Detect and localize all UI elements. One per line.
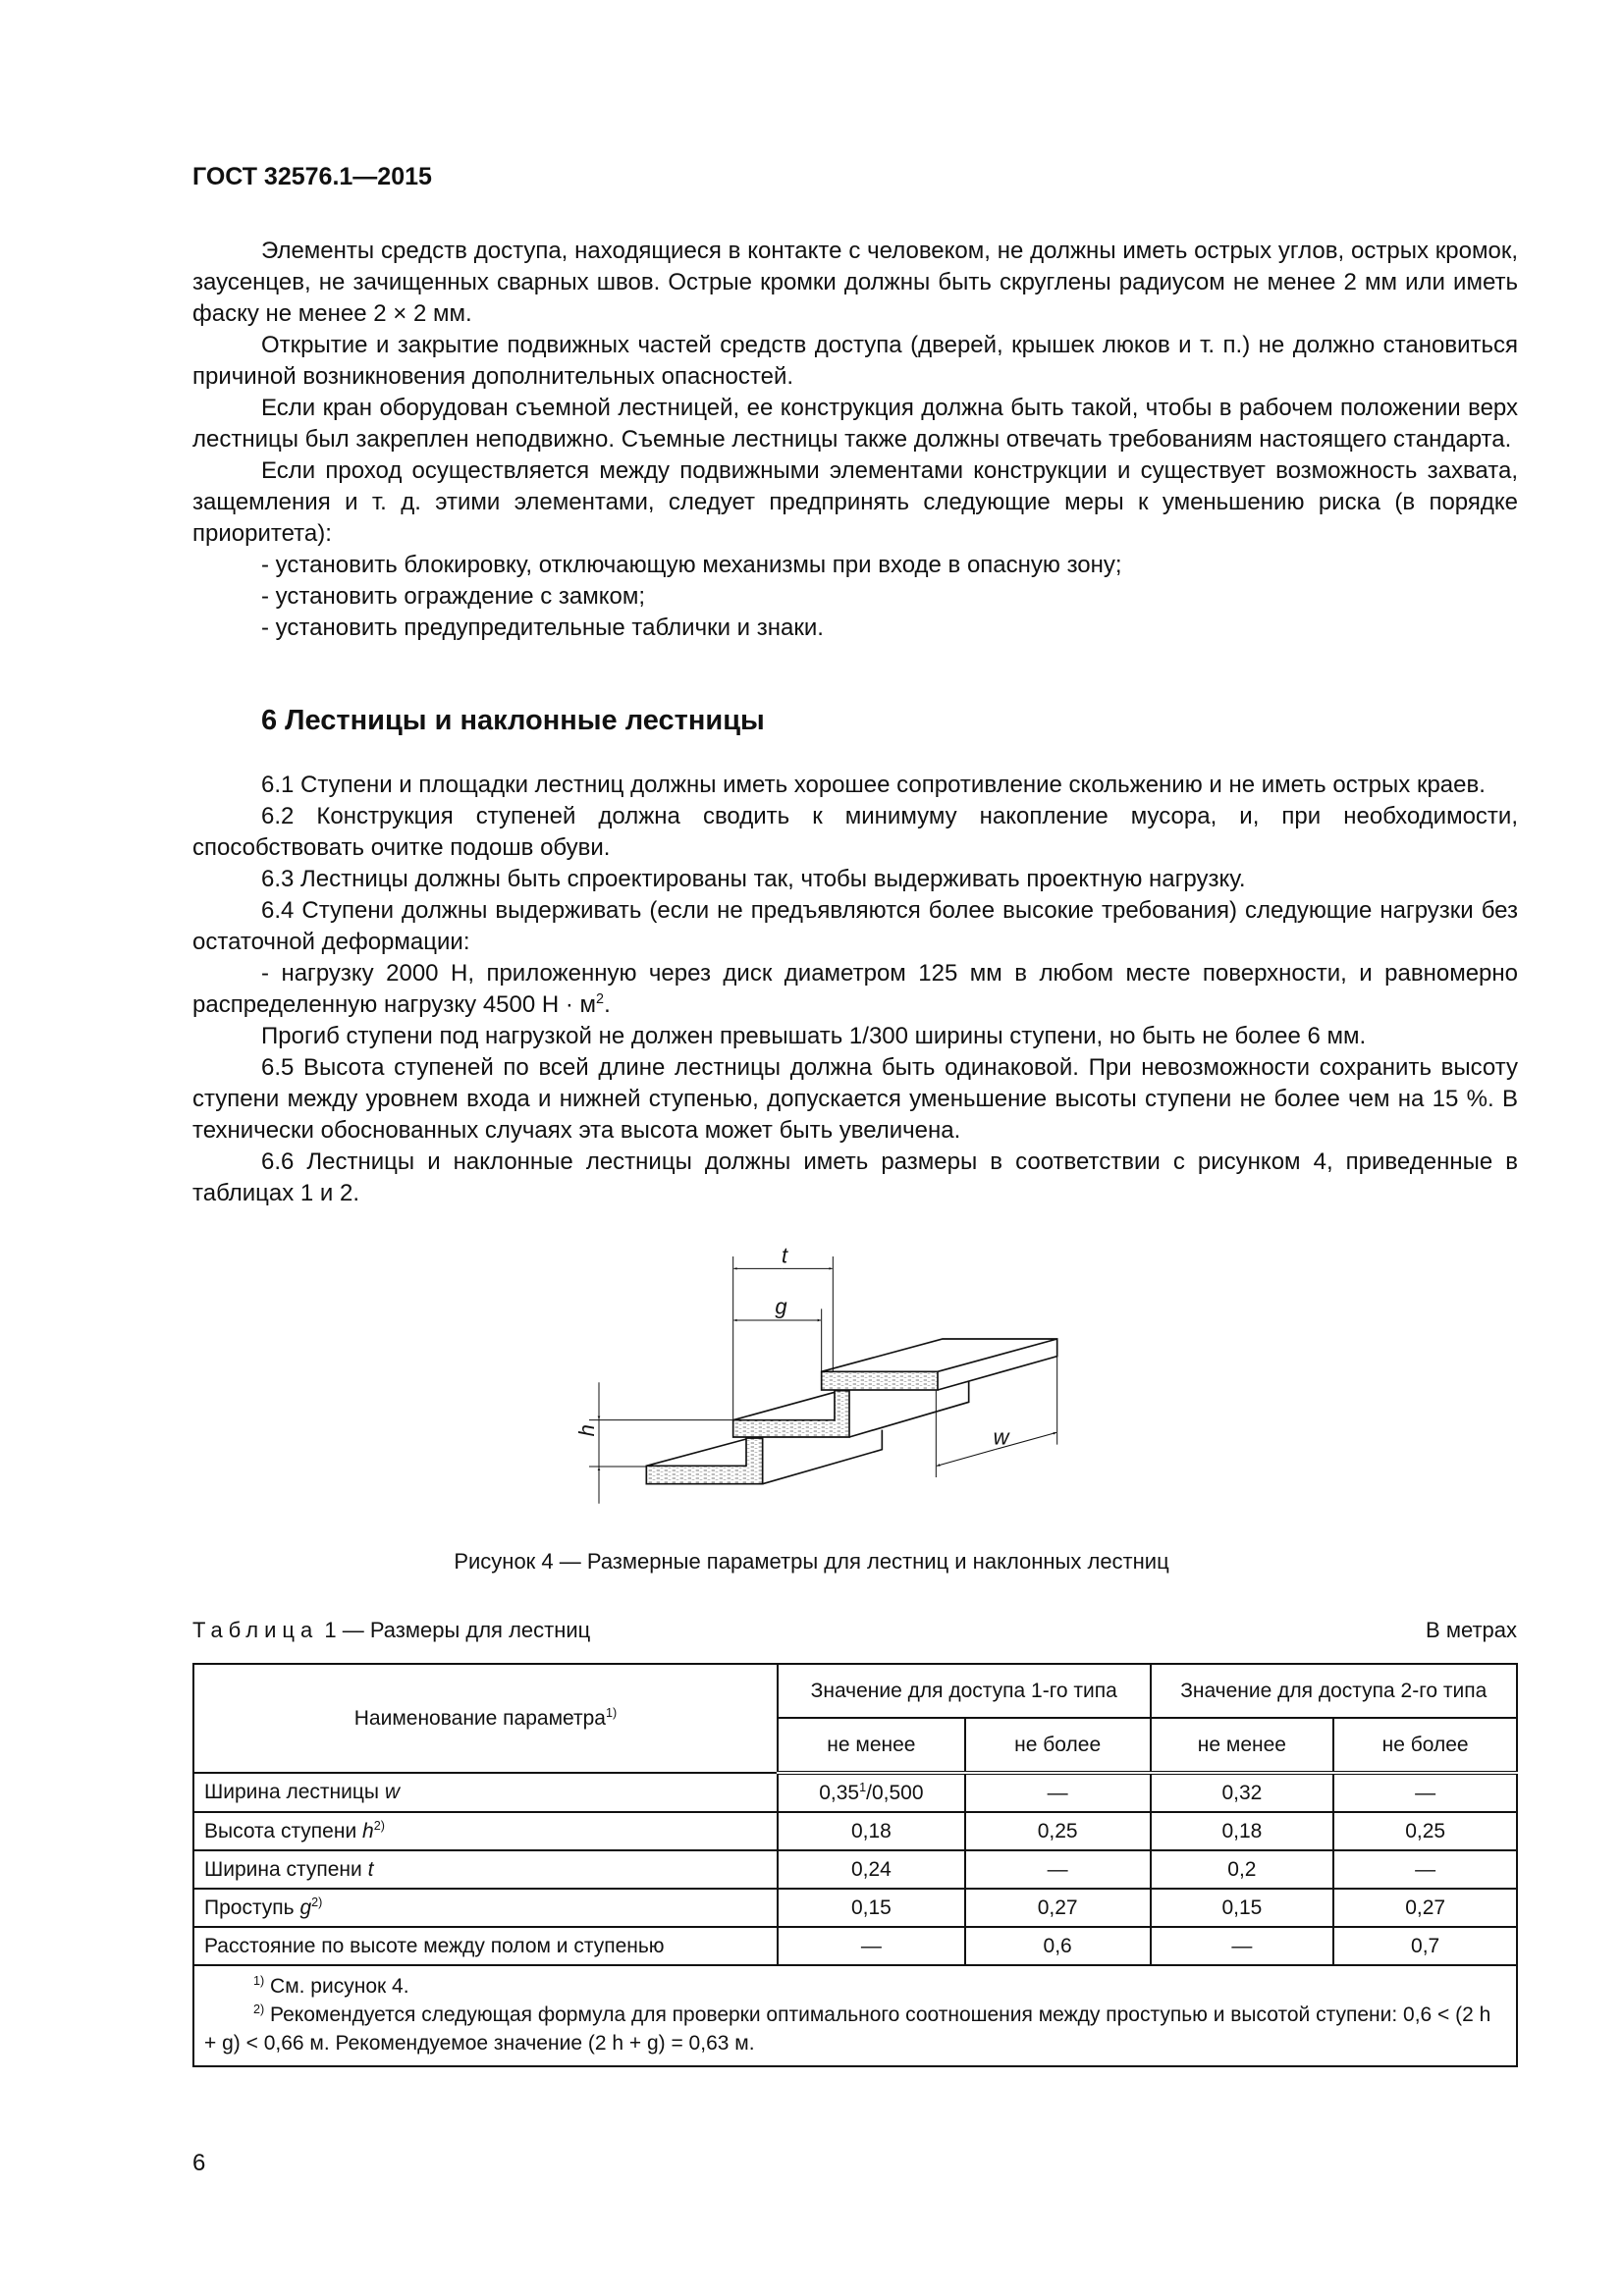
list-item bbox=[192, 958, 1518, 1021]
list-item: - установить блокировку, отключающую механизмы при входе в опасную зону; bbox=[261, 552, 1122, 578]
param-text: Высота ступени bbox=[204, 1819, 363, 1842]
param-name bbox=[193, 1812, 778, 1850]
footnote-ref: 1 bbox=[859, 1780, 867, 1794]
footnote-ref: 2) bbox=[373, 1818, 385, 1833]
label-w: w bbox=[993, 1424, 1009, 1450]
group-header-type1: Значение для доступа 1-го типа bbox=[778, 1664, 1151, 1718]
cell: 0,2 bbox=[1151, 1850, 1334, 1889]
cell: 0,27 bbox=[1333, 1889, 1517, 1927]
cell: 0,18 bbox=[778, 1812, 965, 1850]
param-header bbox=[193, 1664, 778, 1773]
footnote-ref: 2) bbox=[311, 1895, 323, 1909]
list-item: - установить ограждение с замком; bbox=[261, 583, 646, 610]
footnote-mark: 2) bbox=[253, 2002, 265, 2016]
sub-header: не более bbox=[965, 1718, 1151, 1773]
table-row bbox=[193, 1889, 1517, 1927]
param-text: Ширина ступени bbox=[204, 1857, 368, 1881]
cell: 0,7 bbox=[1333, 1927, 1517, 1965]
figure-caption: Рисунок 4 — Размерные параметры для лестниц и наклонных лестниц bbox=[454, 1549, 1169, 1574]
footnote-text: См. рисунок 4. bbox=[264, 1975, 409, 1998]
cell: 0,27 bbox=[965, 1889, 1151, 1927]
section-heading: 6 Лестницы и наклонные лестницы bbox=[261, 705, 765, 736]
param-var: w bbox=[384, 1781, 401, 1803]
step-top bbox=[822, 1371, 938, 1390]
cell-value: 0,35 bbox=[819, 1781, 860, 1804]
cell: — bbox=[1333, 1850, 1517, 1889]
table-row bbox=[193, 1850, 1517, 1889]
page-number: 6 bbox=[192, 2150, 206, 2176]
paragraph: 6.5 Высота ступеней по всей длине лестницы должна быть одинаковой. При невозможности сохранить высоту ступени между уровнем входа и нижней ступенью, допускается уменьшение высоты ступени не более чем на 15 %. В технически обоснованных случаях эта высота может быть увеличена. bbox=[192, 1054, 1518, 1144]
cell: 0,15 bbox=[778, 1889, 965, 1927]
footnote-1 bbox=[204, 1972, 1502, 2001]
group-header-type2: Значение для доступа 2-го типа bbox=[1151, 1664, 1517, 1718]
cell: 0,25 bbox=[1333, 1812, 1517, 1850]
table-title-prefix: Таблица bbox=[192, 1618, 319, 1642]
table-title bbox=[192, 1618, 590, 1643]
paragraph: 6.6 Лестницы и наклонные лестницы должны иметь размеры в соответствии с рисунком 4, приведенные в таблицах 1 и 2. bbox=[192, 1148, 1518, 1206]
param-header-text: Наименование параметра bbox=[353, 1706, 606, 1730]
cell: — bbox=[965, 1850, 1151, 1889]
sub-header: не менее bbox=[778, 1718, 965, 1773]
paragraph: Прогиб ступени под нагрузкой не должен превышать 1/300 ширины ступени, но быть не более 6 мм. bbox=[261, 1023, 1367, 1049]
paragraph: 6.3 Лестницы должны быть спроектированы так, чтобы выдерживать проектную нагрузку. bbox=[261, 866, 1246, 892]
param-name bbox=[193, 1889, 778, 1927]
cell: 0,24 bbox=[778, 1850, 965, 1889]
paragraph: Если проход осуществляется между подвижными элементами конструкции и существует возможность захвата, защемления и т. д. этими элементами, следует предпринять следующие меры к уменьшению риска (в порядке приоритета): bbox=[192, 457, 1518, 547]
cell bbox=[778, 1773, 965, 1812]
label-g: g bbox=[775, 1294, 787, 1319]
param-var: g bbox=[299, 1896, 312, 1919]
cell: — bbox=[1151, 1927, 1334, 1965]
table-row bbox=[193, 1812, 1517, 1850]
document-header: ГОСТ 32576.1—2015 bbox=[192, 163, 432, 190]
paragraph: 6.4 Ступени должны выдерживать (если не предъявляются более высокие требования) следующие нагрузки без остаточной деформации: bbox=[192, 897, 1518, 955]
footnote-mark: 1) bbox=[253, 1974, 265, 1988]
param-name bbox=[193, 1773, 778, 1812]
label-h: h bbox=[574, 1424, 599, 1437]
list-item: - установить предупредительные таблички и знаки. bbox=[261, 614, 824, 641]
label-t: t bbox=[782, 1243, 788, 1268]
superscript: 2 bbox=[596, 991, 605, 1007]
sub-header: не более bbox=[1333, 1718, 1517, 1773]
param-text: Проступь bbox=[204, 1896, 300, 1919]
stairs-dimensions-table bbox=[192, 1663, 1518, 2067]
load-text: - нагрузку 2000 Н, приложенную через диск диаметром 125 мм в любом месте поверхности, и равномерно распределенную нагрузку 4500 Н · м bbox=[192, 960, 1518, 1018]
stair-back-edges bbox=[646, 1339, 1056, 1484]
intro-text bbox=[192, 236, 1518, 644]
table-title-text: 1 — Размеры для лестниц bbox=[318, 1618, 591, 1642]
cell: — bbox=[965, 1773, 1151, 1812]
param-text: Ширина лестницы bbox=[204, 1781, 385, 1803]
table-notes-row bbox=[193, 1965, 1517, 2066]
period: . bbox=[604, 991, 611, 1018]
section-6-text bbox=[192, 770, 1518, 1209]
cell: — bbox=[1333, 1773, 1517, 1812]
footnote-2 bbox=[204, 2001, 1502, 2057]
footnote-ref: 1) bbox=[605, 1705, 618, 1720]
sub-header: не менее bbox=[1151, 1718, 1334, 1773]
table-row bbox=[193, 1773, 1517, 1812]
cell: 0,25 bbox=[965, 1812, 1151, 1850]
cell: 0,32 bbox=[1151, 1773, 1334, 1812]
cell: 0,18 bbox=[1151, 1812, 1334, 1850]
table-notes bbox=[193, 1965, 1517, 2066]
step-middle bbox=[733, 1391, 849, 1437]
cell-value-rest: /0,500 bbox=[866, 1781, 924, 1804]
stair-dimension-figure bbox=[569, 1237, 1076, 1531]
paragraph: 6.1 Ступени и площадки лестниц должны иметь хорошее сопротивление скольжению и не иметь острых краев. bbox=[261, 772, 1486, 798]
cell: 0,6 bbox=[965, 1927, 1151, 1965]
cell: 0,15 bbox=[1151, 1889, 1334, 1927]
footnote-text: Рекомендуется следующая формула для проверки оптимального соотношения между проступью и высотой ступени: 0,6 < (2 h + g) < 0,66 м. Рекомендуемое значение (2 h + g) = 0,63 м. bbox=[204, 2003, 1491, 2055]
param-name: Расстояние по высоте между полом и ступенью bbox=[193, 1927, 778, 1965]
paragraph: Открытие и закрытие подвижных частей средств доступа (дверей, крышек люков и т. п.) не должно становиться причиной возникновения дополнительных опасностей. bbox=[192, 332, 1518, 390]
param-var: t bbox=[367, 1857, 374, 1881]
param-var: h bbox=[362, 1819, 374, 1842]
param-name bbox=[193, 1850, 778, 1889]
table-units: В метрах bbox=[1426, 1618, 1517, 1642]
table-row bbox=[193, 1927, 1517, 1965]
paragraph: Элементы средств доступа, находящиеся в контакте с человеком, не должны иметь острых углов, острых кромок, заусенцев, не зачищенных сварных швов. Острые кромки должны быть скруглены радиусом не менее 2 мм или иметь фаску не менее 2 × 2 мм. bbox=[192, 238, 1518, 327]
cell: — bbox=[778, 1927, 965, 1965]
paragraph: 6.2 Конструкция ступеней должна сводить к минимуму накопление мусора, и, при необходимости, способствовать очитке подошв обуви. bbox=[192, 803, 1518, 861]
paragraph: Если кран оборудован съемной лестницей, ее конструкция должна быть такой, чтобы в рабочем положении верх лестницы был закреплен неподвижно. Съемные лестницы также должны отвечать требованиям настоящего стандарта. bbox=[192, 395, 1518, 453]
